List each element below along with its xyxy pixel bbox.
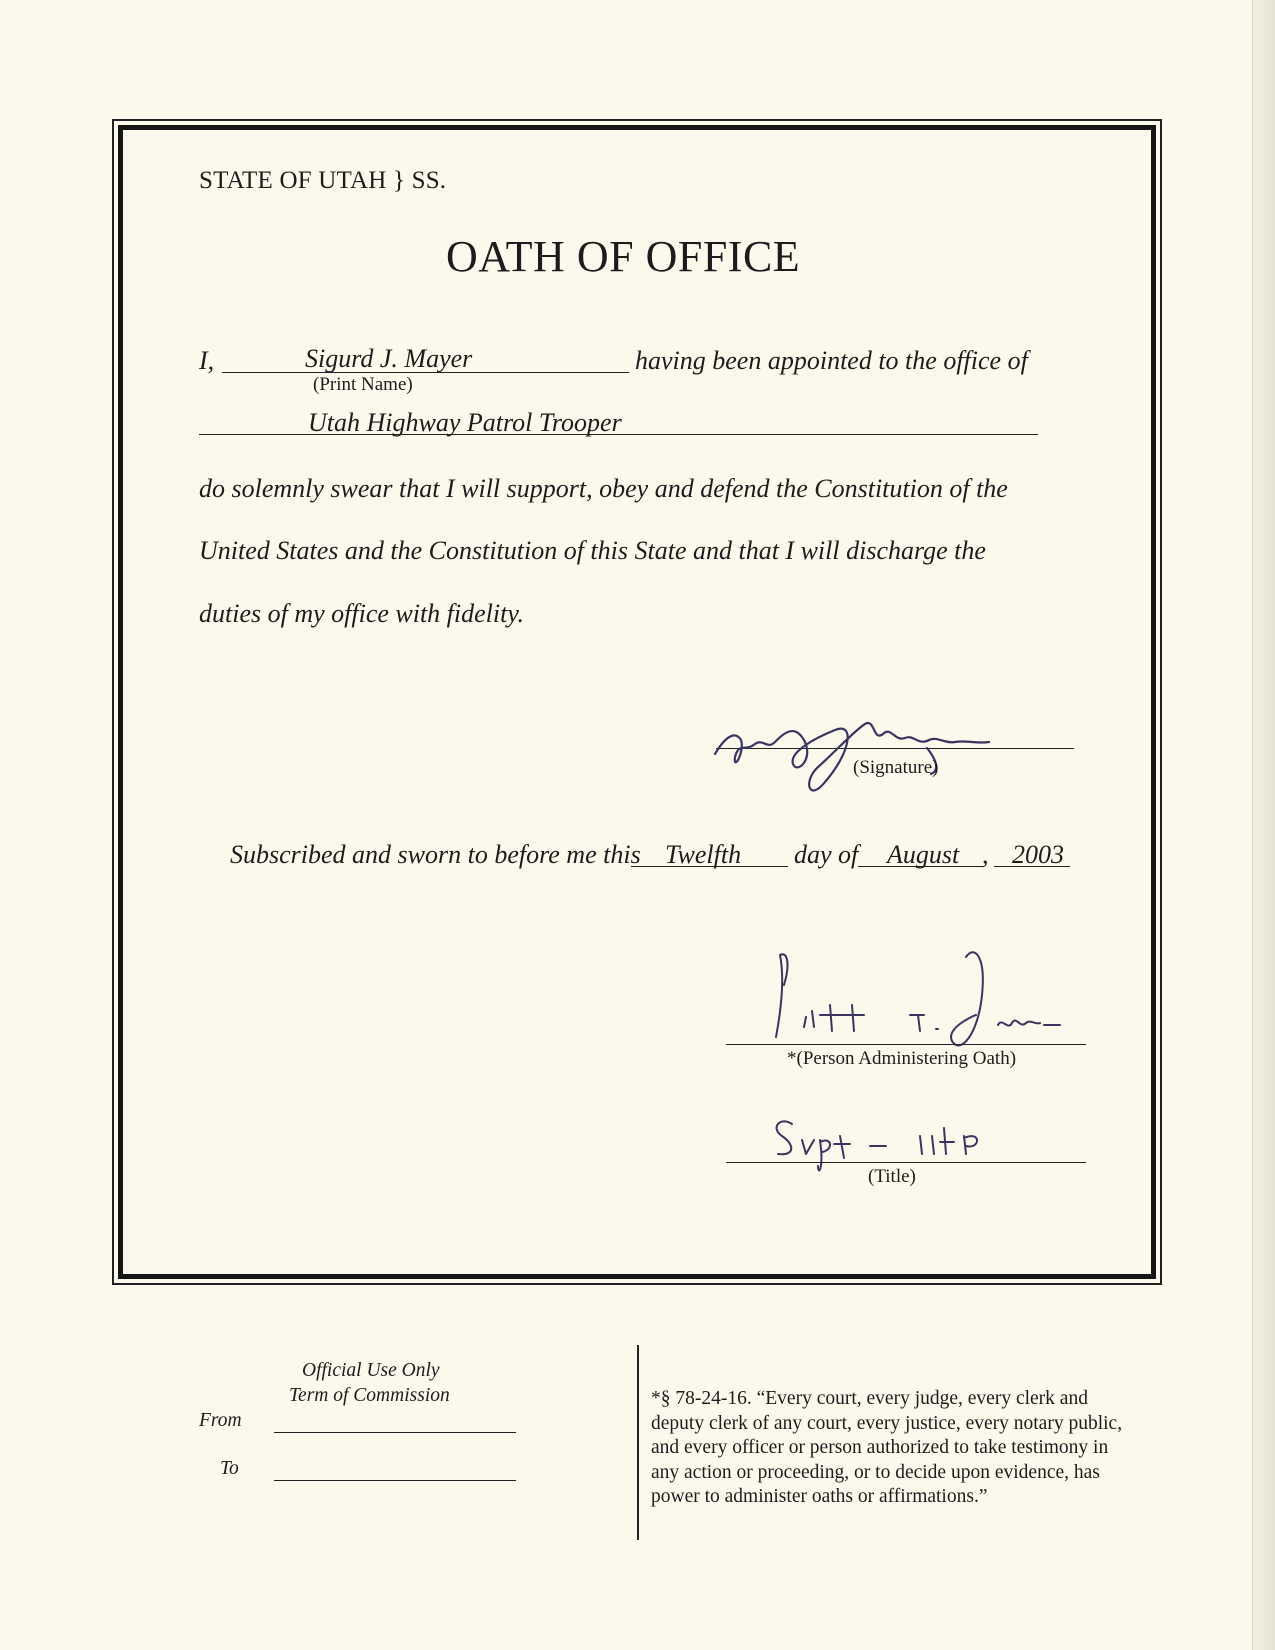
official-use-heading: Official Use Only: [302, 1360, 440, 1381]
month-value: August: [887, 840, 960, 869]
page-title: OATH OF OFFICE: [446, 232, 801, 281]
print-name-value: Sigurd J. Mayer: [305, 344, 473, 373]
state-heading: STATE OF UTAH } SS.: [199, 167, 447, 194]
day-value: Twelfth: [665, 840, 742, 869]
day-of-label: day of: [794, 840, 859, 869]
term-heading: Term of Commission: [289, 1385, 450, 1406]
title-caption: (Title): [868, 1166, 916, 1187]
subscribed-text: Subscribed and sworn to before me this: [230, 840, 641, 869]
administrator-line: [726, 1044, 1086, 1045]
appointment-text: having been appointed to the office of: [635, 346, 1028, 375]
oath-line-1: do solemnly swear that I will support, obey and defend the Constitution of the: [199, 474, 1008, 503]
to-line[interactable]: [274, 1480, 516, 1481]
oath-line-2: United States and the Constitution of this State and that I will discharge the: [199, 536, 986, 565]
signature-caption: (Signature): [853, 757, 939, 778]
administrator-caption: *(Person Administering Oath): [787, 1048, 1017, 1069]
scan-edge: [1252, 0, 1275, 1650]
comma-separator: ,: [982, 840, 989, 869]
print-name-caption: (Print Name): [313, 374, 413, 395]
from-label: From: [199, 1410, 242, 1431]
handwritten-signature: [705, 712, 1085, 792]
statute-text: *§ 78-24-16. “Every court, every judge, every clerk and deputy clerk of any court, every justice, every notary public, and every officer or person authorized to take testimony in any action or proceeding, or to decide upon evidence, has power to administer oaths or affirmations.”: [651, 1388, 1123, 1507]
from-line[interactable]: [274, 1432, 516, 1433]
to-label: To: [220, 1458, 239, 1479]
title-line: [726, 1162, 1086, 1163]
office-value: Utah Highway Patrol Trooper: [308, 408, 622, 437]
year-value: 2003: [1012, 840, 1064, 869]
prefix-label: I,: [199, 346, 215, 375]
oath-line-3: duties of my office with fidelity.: [199, 599, 524, 628]
document-frame-inner: [118, 125, 1156, 1279]
section-divider: [637, 1345, 639, 1540]
